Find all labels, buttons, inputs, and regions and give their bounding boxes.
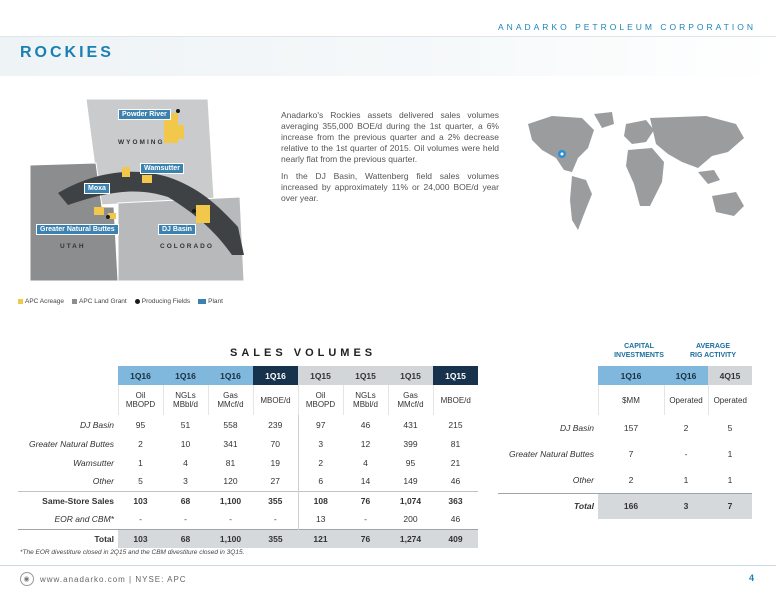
southeast-asia-shape: [698, 170, 720, 184]
map-label-greater-natural-buttes: Greater Natural Buttes: [36, 224, 119, 235]
page-title: ROCKIES: [20, 44, 114, 61]
map-pin-icon: [558, 150, 566, 158]
capital-table: [498, 366, 752, 519]
period-header: 1Q16: [163, 366, 208, 385]
period-header: 1Q15: [433, 366, 478, 385]
unit-header: NGLs MBbl/d: [343, 385, 388, 415]
table-row: DJ Basin 95 51 558 239 97 46 431 215: [18, 415, 478, 434]
state-label-colorado: COLORADO: [160, 243, 214, 250]
narrative-paragraph-2: In the DJ Basin, Wattenberg field sales volumes increased by approximately 11% or 24,000 BOE/d year over year.: [281, 171, 499, 203]
world-map: [522, 110, 760, 238]
legend-producing-fields: [135, 298, 190, 305]
period-header: 1Q16: [253, 366, 298, 385]
unit-header: MBOE/d: [433, 385, 478, 415]
period-header: 1Q16: [208, 366, 253, 385]
same-store-row: Same-Store Sales 103 68 1,100 355 108 76 1,074 363: [18, 491, 478, 510]
legend-producing-fields-label: Producing Fields: [141, 298, 191, 305]
unit-header: MBOE/d: [253, 385, 298, 415]
unit-header: $MM: [598, 385, 664, 415]
acreage-patch: [142, 175, 152, 183]
period-header: 1Q16: [664, 366, 708, 385]
table-row: Greater Natural Buttes 7 - 1: [508, 449, 733, 459]
rockies-map: [18, 95, 270, 290]
legend-acreage-label: APC Acreage: [25, 298, 65, 305]
map-legend: [18, 298, 223, 305]
period-header: 1Q15: [298, 366, 343, 385]
narrative-paragraph-1: Anadarko's Rockies assets delivered sales volumes averaging 355,000 BOE/d during the 1st quarter, a 6% increase from the previous quarter and a 2% decrease relative to the 1st quarter of 2015. Oil volumes were held nearly flat from the previous quarter.: [281, 110, 499, 164]
unit-header: Gas MMcf/d: [208, 385, 253, 415]
state-label-wyoming: WYOMING: [118, 139, 165, 146]
table-row: DJ Basin 157 2 5: [559, 423, 733, 433]
unit-header: Operated: [708, 385, 752, 415]
acreage-patch: [196, 205, 210, 223]
rig-activity-title: AVERAGE RIG ACTIVITY: [689, 343, 737, 359]
table-row: Other 2 1 1: [572, 474, 733, 485]
cap-period-row: [498, 366, 752, 385]
acreage-patch: [122, 167, 130, 177]
unit-header: Operated: [664, 385, 708, 415]
table-row: Wamsutter 1 4 81 19 2 4 95 21: [18, 453, 478, 472]
producing-field-dot: [176, 109, 180, 113]
plant-icon: [198, 299, 206, 304]
producing-field-swatch: [135, 299, 140, 304]
eor-row: EOR and CBM* - - - - 13 - 200 46: [18, 510, 478, 529]
greenland-shape: [594, 112, 614, 128]
asia-shape: [650, 116, 744, 168]
company-header: ANADARKO PETROLEUM CORPORATION: [498, 22, 756, 32]
europe-shape: [624, 120, 654, 144]
legend-plant-label: Plant: [208, 298, 223, 305]
unit-header: Gas MMcf/d: [388, 385, 433, 415]
legend-acreage: [18, 298, 64, 305]
period-header: 1Q15: [388, 366, 433, 385]
producing-field-dot: [106, 215, 110, 219]
footer: [20, 572, 187, 586]
africa-shape: [626, 148, 664, 206]
land-grant-swatch: [72, 299, 77, 304]
world-map-graphic: [522, 110, 760, 238]
company-logo-icon: ◉: [20, 572, 34, 586]
acreage-patch: [94, 207, 104, 215]
legend-land-grant-label: APC Land Grant: [79, 298, 127, 305]
period-header: 1Q15: [343, 366, 388, 385]
map-label-moxa: Moxa: [84, 183, 110, 194]
sales-table: [18, 366, 478, 548]
table-row: Other 5 3 120 27 6 14 149 46: [18, 472, 478, 491]
total-row: Total 103 68 1,100 355 121 76 1,274 409: [18, 529, 478, 548]
narrative: [281, 110, 499, 210]
unit-header-row: [18, 385, 478, 415]
period-header: 4Q15: [708, 366, 752, 385]
producing-field-dot: [192, 209, 196, 213]
legend-plant: [198, 298, 223, 305]
map-label-dj-basin: DJ Basin: [158, 224, 196, 235]
page-number: 4: [748, 573, 754, 583]
rockies-map-graphic: [18, 95, 270, 290]
table-row: Greater Natural Buttes 2 10 341 70 3 12 399 81: [18, 434, 478, 453]
south-america-shape: [570, 176, 592, 230]
unit-header: Oil MBOPD: [118, 385, 163, 415]
footer-divider: [0, 565, 776, 566]
acreage-patch: [174, 125, 184, 139]
capital-investments-title: CAPITAL INVESTMENTS: [614, 343, 664, 359]
footnote: *The EOR divestiture closed in 2Q15 and the CBM divestiture closed in 3Q15.: [20, 549, 245, 556]
cap-total-row: Total 166 3 7: [498, 493, 752, 519]
map-label-wamsutter: Wamsutter: [140, 163, 184, 174]
state-label-utah: UTAH: [60, 243, 86, 250]
period-header: 1Q16: [118, 366, 163, 385]
period-header-row: [18, 366, 478, 385]
footer-site-link[interactable]: www.anadarko.com | NYSE: APC: [40, 574, 187, 584]
north-america-shape: [528, 116, 594, 172]
cap-unit-row: [498, 385, 752, 415]
unit-header: NGLs MBbl/d: [163, 385, 208, 415]
sales-title: SALES VOLUMES: [230, 347, 377, 359]
acreage-swatch: [18, 299, 23, 304]
period-header: 1Q16: [598, 366, 664, 385]
legend-land-grant: [72, 298, 127, 305]
australia-shape: [712, 192, 744, 216]
title-band: [0, 36, 776, 76]
map-label-powder-river: Powder River: [118, 109, 171, 120]
unit-header: Oil MBOPD: [298, 385, 343, 415]
